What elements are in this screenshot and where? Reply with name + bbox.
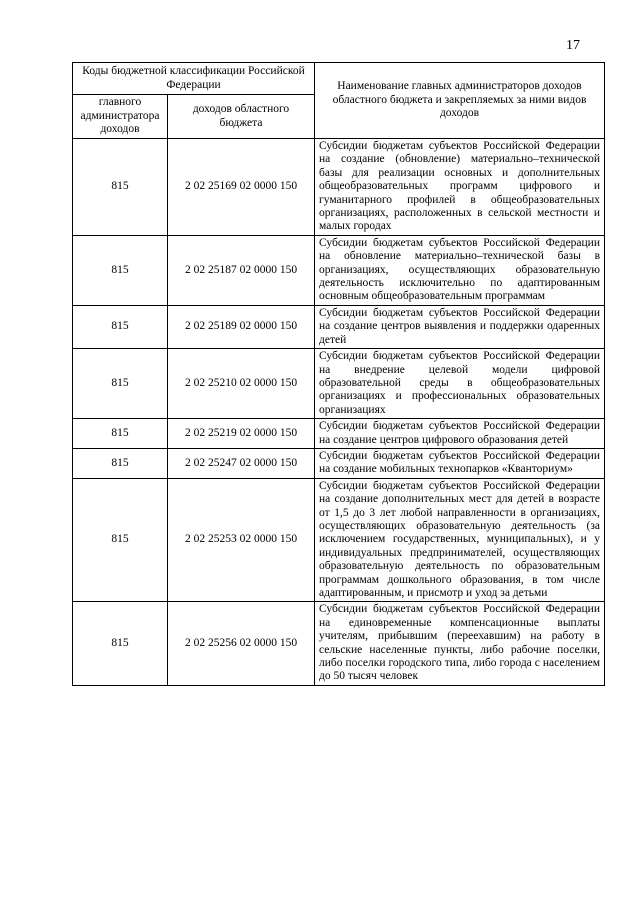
- admin-code-cell: 815: [73, 139, 168, 236]
- revenue-name-cell: Субсидии бюджетам субъектов Российской Федерации на создание мобильных технопарков «Кванториум»: [315, 448, 605, 478]
- revenue-name-cell: Субсидии бюджетам субъектов Российской Федерации на создание центров выявления и поддержки одаренных детей: [315, 305, 605, 348]
- admin-code-cell: 815: [73, 602, 168, 685]
- revenue-code-cell: 2 02 25210 02 0000 150: [168, 349, 315, 419]
- admin-code-cell: 815: [73, 235, 168, 305]
- revenue-code-cell: 2 02 25189 02 0000 150: [168, 305, 315, 348]
- admin-code-cell: 815: [73, 419, 168, 449]
- revenue-name-cell: Субсидии бюджетам субъектов Российской Федерации на создание дополнительных мест для детей в возрасте от 1,5 до 3 лет любой направленности в организациях, осуществляющих образовательную деятельность (за исключением государственных, муниципальных), и у индивидуальных предпринимателей, осуществляющих образовательную деятельность по образовательным программам дошкольного образования, в том числе адаптированным, и присмотр и уход за детьми: [315, 478, 605, 602]
- table-row: [73, 235, 605, 305]
- revenue-name-cell: Субсидии бюджетам субъектов Российской Федерации на обновление материально–технической базы в организациях, осуществляющих образовательную деятельность исключительно по адаптированным основным общеобразовательным программам: [315, 235, 605, 305]
- revenue-code-cell: 2 02 25187 02 0000 150: [168, 235, 315, 305]
- budget-classification-table: [72, 62, 605, 686]
- table-row: [73, 349, 605, 419]
- revenue-code-cell: 2 02 25247 02 0000 150: [168, 448, 315, 478]
- admin-code-cell: 815: [73, 448, 168, 478]
- page-number: 17: [566, 38, 580, 53]
- header-admin-name: Наименование главных администраторов доходов областного бюджета и закрепляемых за ними видов доходов: [315, 63, 605, 139]
- table-row: [73, 139, 605, 236]
- table-row: [73, 448, 605, 478]
- revenue-name-cell: Субсидии бюджетам субъектов Российской Федерации на внедрение целевой модели цифровой образовательной среды в общеобразовательных организациях и профессиональных образовательных организациях: [315, 349, 605, 419]
- admin-code-cell: 815: [73, 349, 168, 419]
- revenue-code-cell: 2 02 25219 02 0000 150: [168, 419, 315, 449]
- table-row: [73, 478, 605, 602]
- table-row: [73, 419, 605, 449]
- admin-code-cell: 815: [73, 478, 168, 602]
- table-row: [73, 305, 605, 348]
- header-main-admin: главного администратора доходов: [73, 95, 168, 139]
- revenue-code-cell: 2 02 25253 02 0000 150: [168, 478, 315, 602]
- revenue-code-cell: 2 02 25169 02 0000 150: [168, 139, 315, 236]
- revenue-name-cell: Субсидии бюджетам субъектов Российской Федерации на создание (обновление) материально–технической базы для реализации основных и дополнительных общеобразовательных программ цифрового и гуманитарного профилей в общеобразовательных организациях, расположенных в сельской местности и малых городах: [315, 139, 605, 236]
- revenue-code-cell: 2 02 25256 02 0000 150: [168, 602, 315, 685]
- header-budget-codes: Коды бюджетной классификации Российской Федерации: [73, 63, 315, 95]
- revenue-name-cell: Субсидии бюджетам субъектов Российской Федерации на создание центров цифрового образования детей: [315, 419, 605, 449]
- header-regional-revenue: доходов областного бюджета: [168, 95, 315, 139]
- admin-code-cell: 815: [73, 305, 168, 348]
- table-row: [73, 602, 605, 685]
- revenue-name-cell: Субсидии бюджетам субъектов Российской Федерации на единовременные компенсационные выплаты учителям, прибывшим (переехавшим) на работу в сельские населенные пункты, либо рабочие поселки, либо поселки городского типа, либо города с населением до 50 тысяч человек: [315, 602, 605, 685]
